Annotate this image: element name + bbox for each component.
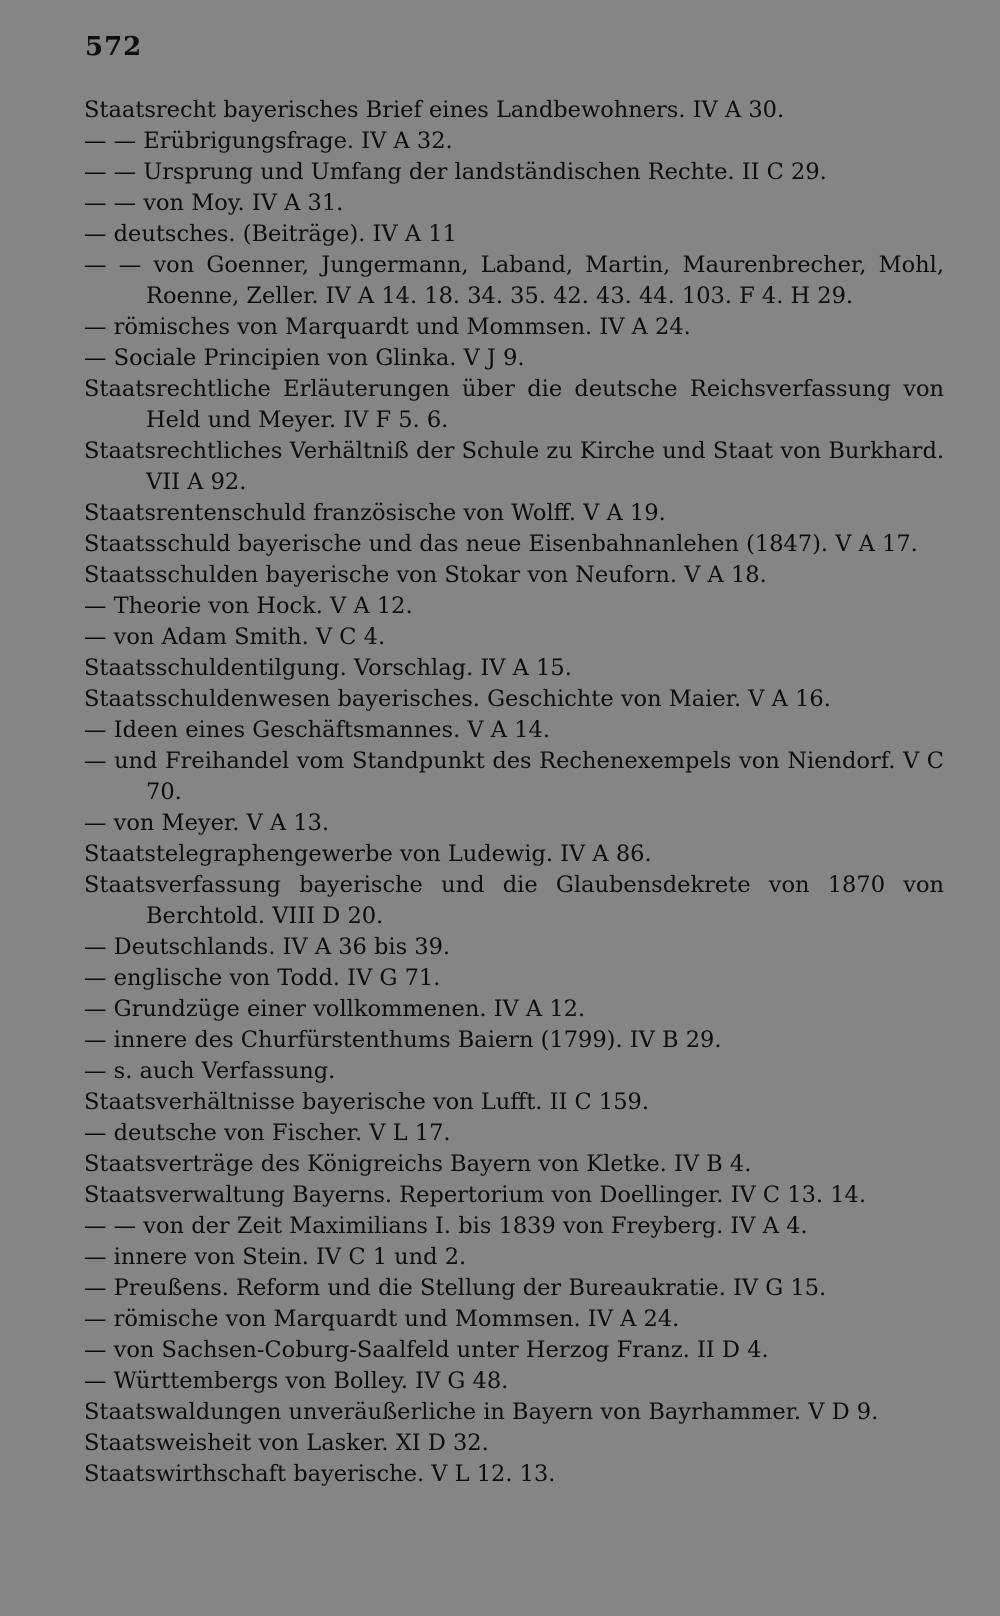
index-entry: Staatsverwaltung Bayerns. Repertorium von Doellinger. IV C 13. 14. <box>84 1182 866 1208</box>
index-entry: — von Sachsen-Coburg-Saalfeld unter Herzog Franz. II D 4. <box>84 1337 769 1363</box>
index-entry: — römisches von Marquardt und Mommsen. IV A 24. <box>84 314 691 340</box>
index-entry: Staatstelegraphengewerbe von Ludewig. IV A 86. <box>84 841 652 867</box>
index-entry: — Sociale Principien von Glinka. V J 9. <box>84 345 525 371</box>
index-entry: — Württembergs von Bolley. IV G 48. <box>84 1368 509 1394</box>
index-entry: Staatswirthschaft bayerische. V L 12. 13. <box>84 1461 556 1487</box>
index-entry: Staatsrentenschuld französische von Wolff. V A 19. <box>84 500 666 526</box>
index-entry: Staatsweisheit von Lasker. XI D 32. <box>84 1430 489 1456</box>
index-entry: — Theorie von Hock. V A 12. <box>84 593 413 619</box>
index-entry: — und Freihandel vom Standpunkt des Rechenexempels von Niendorf. V C 70. <box>84 748 944 805</box>
index-entry: — Ideen eines Geschäftsmannes. V A 14. <box>84 717 550 743</box>
index-entry: Staatsschulden bayerische von Stokar von Neuforn. V A 18. <box>84 562 767 588</box>
index-entry: — von Adam Smith. V C 4. <box>84 624 386 650</box>
index-entry: Staatsrechtliches Verhältniß der Schule zu Kirche und Staat von Burkhard. VII A 92. <box>84 438 944 495</box>
index-entry: — von Meyer. V A 13. <box>84 810 330 836</box>
index-entry: Staatsrechtliche Erläuterungen über die deutsche Reichsverfassung von Held und Meyer. IV F 5. 6. <box>84 376 944 433</box>
index-entry: — — von Goenner, Jungermann, Laband, Martin, Maurenbrecher, Mohl, Roenne, Zeller. IV A 14. 18. 34. 35. 42. 43. 44. 103. F 4. H 29. <box>84 252 944 309</box>
index-entry: — römische von Marquardt und Mommsen. IV A 24. <box>84 1306 680 1332</box>
page-number: 572 <box>85 32 143 62</box>
index-entry: Staatsschuldentilgung. Vorschlag. IV A 15. <box>84 655 572 681</box>
index-entry: Staatsverträge des Königreichs Bayern von Kletke. IV B 4. <box>84 1151 752 1177</box>
index-entry: — englische von Todd. IV G 71. <box>84 965 441 991</box>
index-entry: — — Erübrigungsfrage. IV A 32. <box>84 128 453 154</box>
index-entry: — deutsche von Fischer. V L 17. <box>84 1120 451 1146</box>
index-entry: — — Ursprung und Umfang der landständischen Rechte. II C 29. <box>84 159 827 185</box>
index-entry: — Deutschlands. IV A 36 bis 39. <box>84 934 451 960</box>
index-entry: Staatsrecht bayerisches Brief eines Landbewohners. IV A 30. <box>84 97 785 123</box>
index-entry: — Preußens. Reform und die Stellung der Bureaukratie. IV G 15. <box>84 1275 827 1301</box>
index-entry: — — von der Zeit Maximilians I. bis 1839 von Freyberg. IV A 4. <box>84 1213 808 1239</box>
index-entry: — innere des Churfürstenthums Baiern (1799). IV B 29. <box>84 1027 722 1053</box>
index-entry: — — von Moy. IV A 31. <box>84 190 344 216</box>
index-entry: Staatswaldungen unveräußerliche in Bayern von Bayrhammer. V D 9. <box>84 1399 879 1425</box>
index-entry: Staatsverfassung bayerische und die Glaubensdekrete von 1870 von Berchtold. VIII D 20. <box>84 872 944 929</box>
index-entry-list <box>84 95 944 1490</box>
index-entry: — Grundzüge einer vollkommenen. IV A 12. <box>84 996 586 1022</box>
index-entry: Staatsschuldenwesen bayerisches. Geschichte von Maier. V A 16. <box>84 686 831 712</box>
index-entry: — innere von Stein. IV C 1 und 2. <box>84 1244 467 1270</box>
index-entry: — deutsches. (Beiträge). IV A 11 <box>84 221 457 247</box>
index-entry: Staatsverhältnisse bayerische von Lufft. II C 159. <box>84 1089 650 1115</box>
index-entry: — s. auch Verfassung. <box>84 1058 336 1084</box>
index-entry: Staatsschuld bayerische und das neue Eisenbahnanlehen (1847). V A 17. <box>84 531 918 557</box>
